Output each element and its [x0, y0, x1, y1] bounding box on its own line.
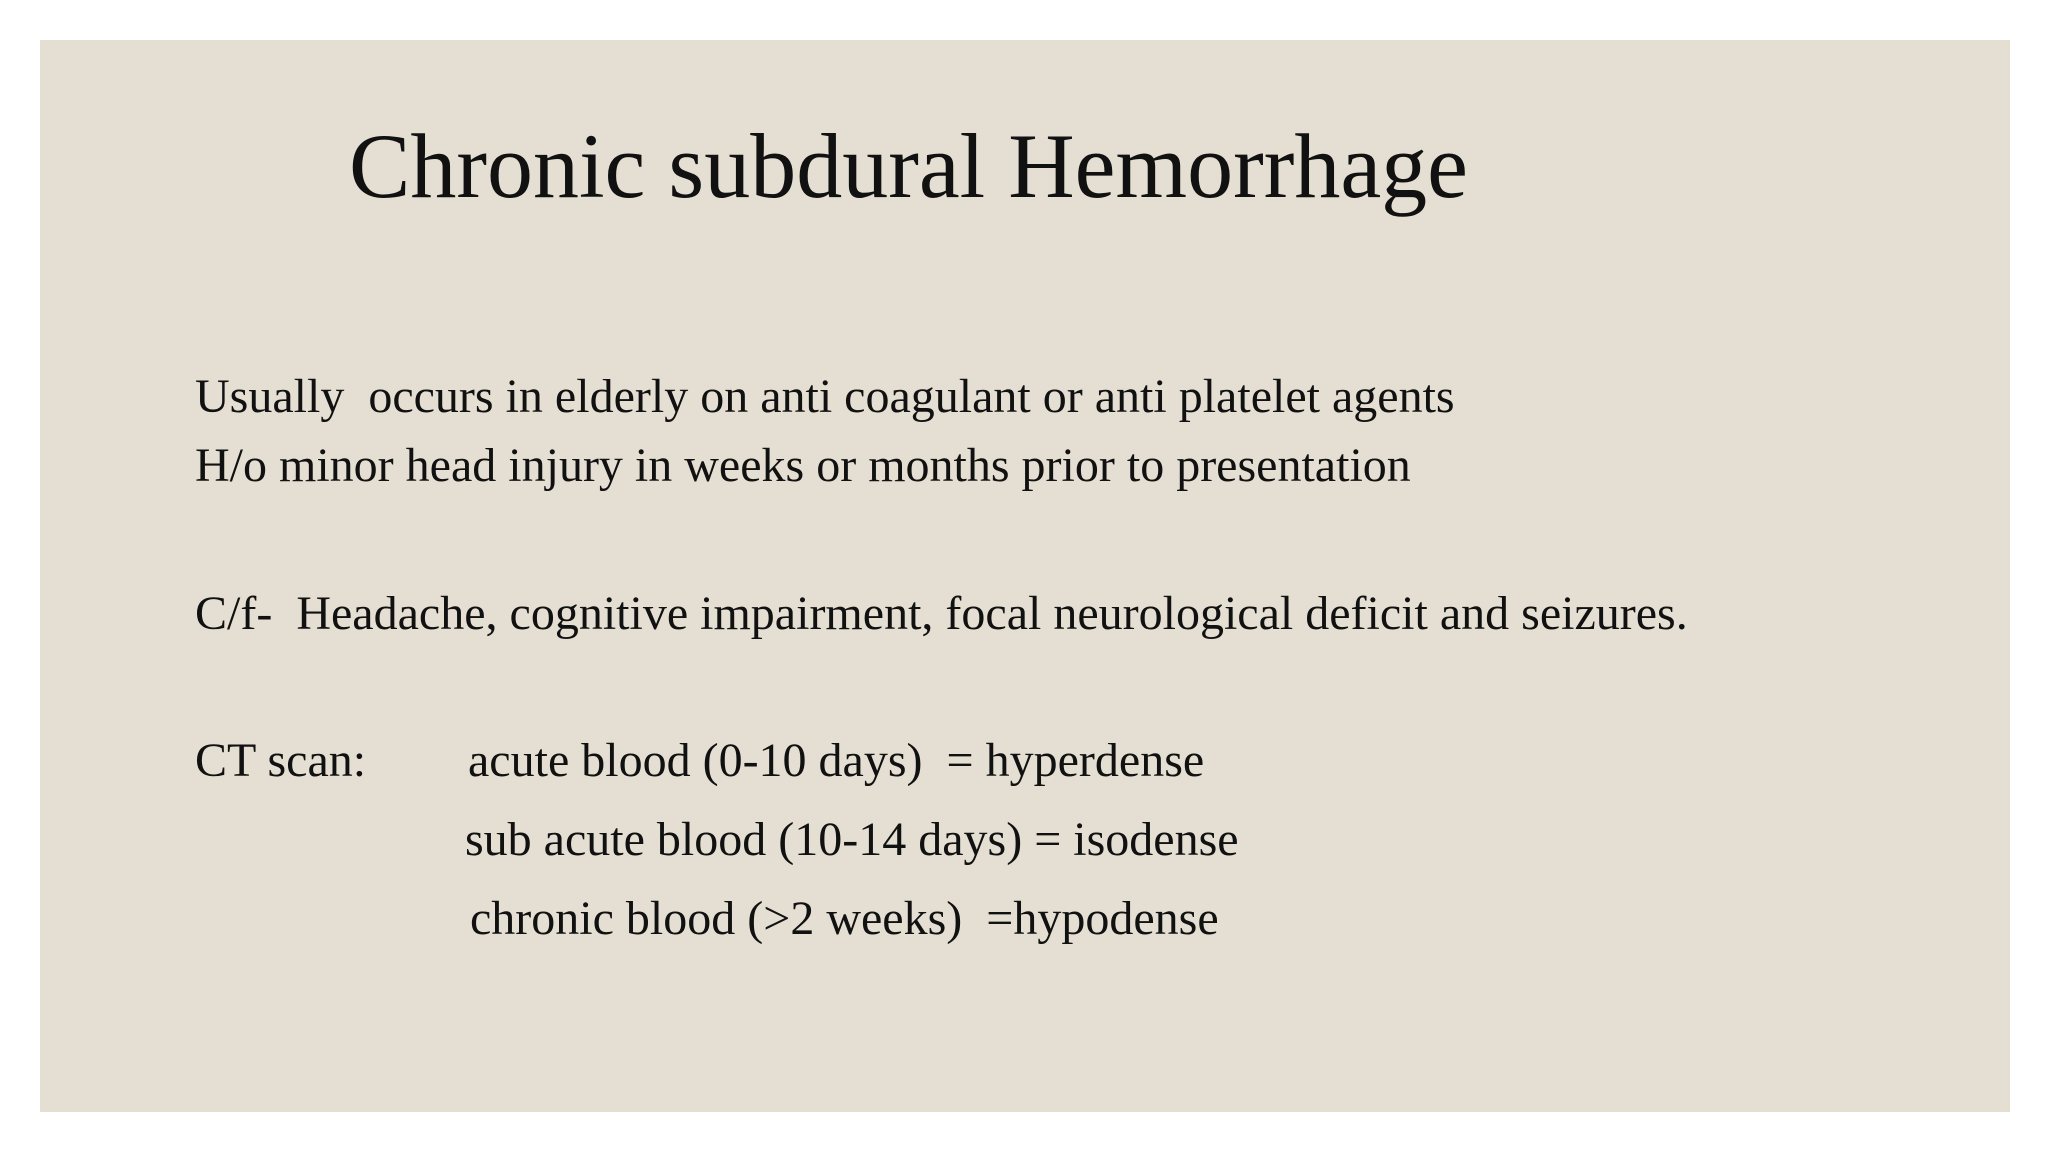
ct-entry-acute: acute blood (0-10 days) = hyperdense	[468, 734, 1205, 787]
bullet-elderly-anticoagulant: Usually occurs in elderly on anti coagulant or anti platelet agents	[195, 370, 1455, 423]
bullet-clinical-features: C/f- Headache, cognitive impairment, focal neurological deficit and seizures.	[195, 587, 1688, 640]
slide	[40, 40, 2010, 1112]
ct-entry-chronic: chronic blood (>2 weeks) =hypodense	[470, 892, 1219, 945]
slide-title: Chronic subdural Hemorrhage	[349, 115, 1469, 217]
ct-scan-label: CT scan:	[195, 734, 367, 787]
bullet-head-injury-history: H/o minor head injury in weeks or months prior to presentation	[195, 439, 1411, 492]
ct-entry-subacute: sub acute blood (10-14 days) = isodense	[465, 813, 1239, 866]
